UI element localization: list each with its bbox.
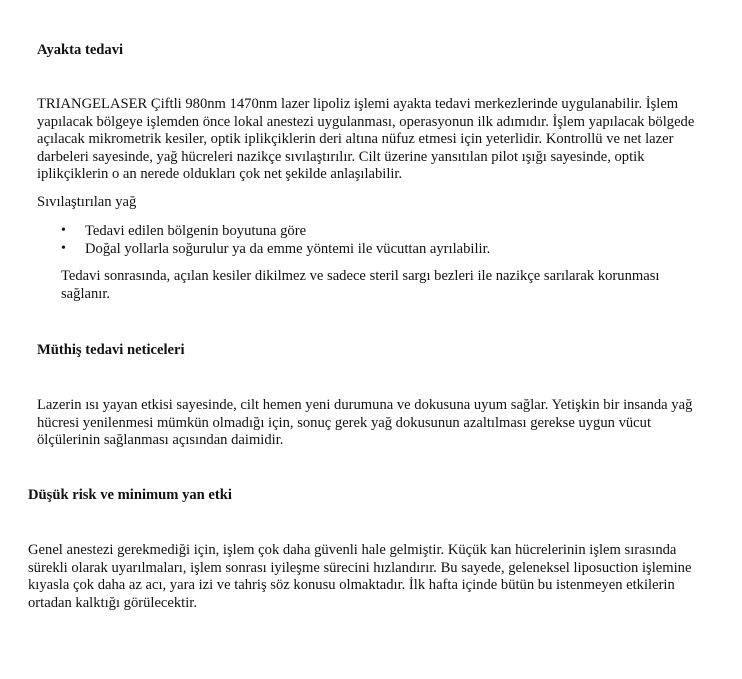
section-paragraph-ayakta-tedavi: TRIANGELASER Çiftli 980nm 1470nm lazer lipoliz işlemi ayakta tedavi merkezlerinde uygulanabilir. İşlem yapılacak bölgeye işlemden önce lokal anestezi uygulanması, operasyonun ilk adımıdır. İşlem yapılacak bölgede açılacak mikrometrik kesiler, optik iplikçiklerin deri altına nüfuz etmesi için yeterlidir. Kontrollü ve net lazer darbeleri sayesinde, yağ hücreleri nazikçe sıvılaştırılır. Cilt üzerine yansıtılan pilot ışığı sayesinde, optik iplikçiklerin o an nerede oldukları çok net şekilde anlaşılabilir. xyxy=(37,96,695,183)
section-heading-ayakta-tedavi: Ayakta tedavi xyxy=(37,42,124,58)
bullet-list xyxy=(61,222,711,258)
section-paragraph-tedavi-neticeleri: Lazerin ısı yayan etkisi sayesinde, cilt hemen yeni durumuna ve dokusuna uyum sağlar. Yetişkin bir insanda yağ hücresi yenilenmesi mümkün olmadığı için, sonuç gerek yağ dokusunun azaltılması gerekse uygun vücut ölçülerinin sağlanması açısından daimidir. xyxy=(37,397,693,449)
list-item xyxy=(61,240,711,258)
list-item xyxy=(61,222,711,240)
section-heading-tedavi-neticeleri: Müthiş tedavi neticeleri xyxy=(37,342,185,358)
list-item-text: Doğal yollarla soğurulur ya da emme yöntemi ile vücuttan ayrılabilir. xyxy=(85,241,491,257)
list-intro: Sıvılaştırılan yağ xyxy=(37,194,137,210)
section-paragraph-dusuk-risk: Genel anestezi gerekmediği için, işlem çok daha güvenli hale gelmiştir. Küçük kan hücrelerinin işlem sırasında sürekli olarak uyarılmaları, işlem sonrası iyileşme sürecini hızlandırır. Bu sayede, geleneksel liposuction işlemine kıyasla çok daha az acı, yara izi ve tahriş söz konusu olmaktadır. İlk hafta içinde bütün bu istenmeyen etkilerin ortadan kalktığı görülecektir. xyxy=(28,542,692,611)
section-heading-dusuk-risk: Düşük risk ve minimum yan etki xyxy=(28,487,232,503)
bullet-icon: • xyxy=(61,241,66,256)
list-item-text: Tedavi edilen bölgenin boyutuna göre xyxy=(85,223,307,239)
bullet-icon: • xyxy=(61,223,66,238)
after-list-paragraph: Tedavi sonrasında, açılan kesiler dikilmez ve sadece steril sargı bezleri ile nazikçe sarılarak korunması sağlanır. xyxy=(61,268,660,302)
